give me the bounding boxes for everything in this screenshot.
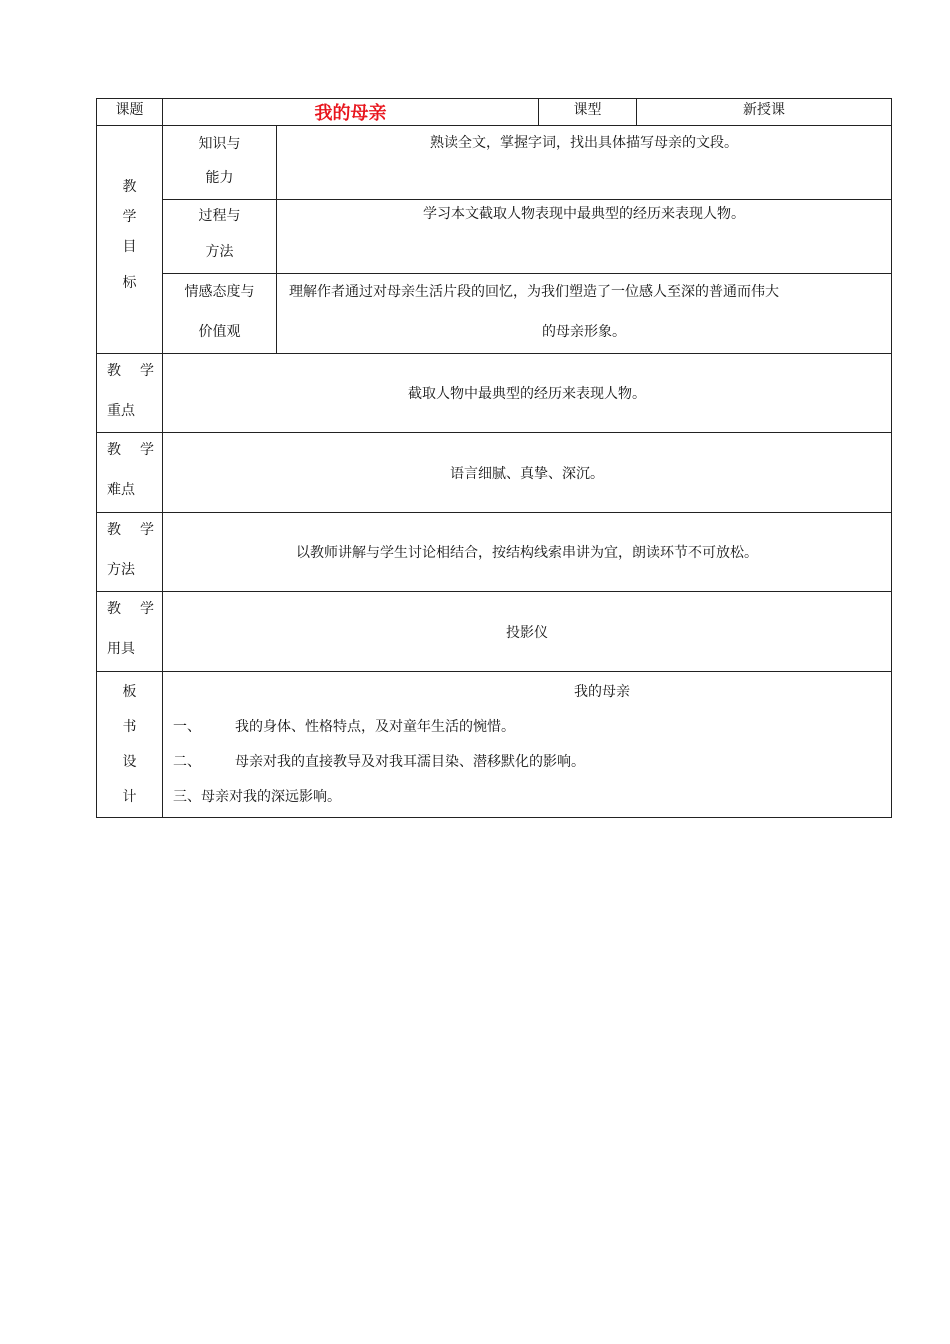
board-item: 二、 母亲对我的直接教导及对我耳濡目染、潜移默化的影响。 <box>173 754 585 770</box>
objective-label-process: 过程与 方法 <box>163 200 277 274</box>
type-value: 新授课 <box>637 99 892 126</box>
focus-label: 教 学 重点 <box>97 354 163 433</box>
topic-label: 课题 <box>97 99 163 126</box>
objective-row-attitude <box>97 274 892 354</box>
objective-row-knowledge <box>97 126 892 200</box>
header-row <box>97 99 892 126</box>
focus-row <box>97 354 892 433</box>
board-label: 板 书 设 计 <box>97 672 163 818</box>
objective-text-attitude: 理解作者通过对母亲生活片段的回忆，为我们塑造了一位感人至深的普通而伟大 的母亲形象。 <box>277 274 892 354</box>
type-label: 课型 <box>539 99 637 126</box>
tools-label: 教 学 用具 <box>97 592 163 672</box>
tools-row <box>97 592 892 672</box>
objective-label-attitude: 情感态度与 价值观 <box>163 274 277 354</box>
lesson-plan-table <box>96 98 892 818</box>
board-row <box>97 672 892 818</box>
objective-text-knowledge: 熟读全文，掌握字词，找出具体描写母亲的文段。 <box>277 126 892 200</box>
difficulty-row <box>97 433 892 513</box>
topic-value-cell <box>163 99 539 126</box>
lesson-title: 我的母亲 <box>314 103 387 124</box>
method-text: 以教师讲解与学生讨论相结合，按结构线索串讲为宜，朗读环节不可放松。 <box>163 513 892 592</box>
objective-row-process <box>97 200 892 274</box>
focus-text: 截取人物中最典型的经历来表现人物。 <box>163 354 892 433</box>
objective-label-knowledge: 知识与 能力 <box>163 126 277 200</box>
difficulty-text: 语言细腻、真挚、深沉。 <box>163 433 892 513</box>
method-row <box>97 513 892 592</box>
board-content <box>163 672 892 818</box>
board-item: 一、 我的身体、性格特点，及对童年生活的惋惜。 <box>173 719 515 735</box>
board-title: 我的母亲 <box>574 684 630 700</box>
board-item: 三、母亲对我的深远影响。 <box>173 789 341 805</box>
method-label: 教 学 方法 <box>97 513 163 592</box>
difficulty-label: 教 学 难点 <box>97 433 163 513</box>
tools-text: 投影仪 <box>163 592 892 672</box>
objectives-group-label: 教 学 目 标 <box>97 126 163 354</box>
objective-text-process: 学习本文截取人物表现中最典型的经历来表现人物。 <box>277 200 892 274</box>
